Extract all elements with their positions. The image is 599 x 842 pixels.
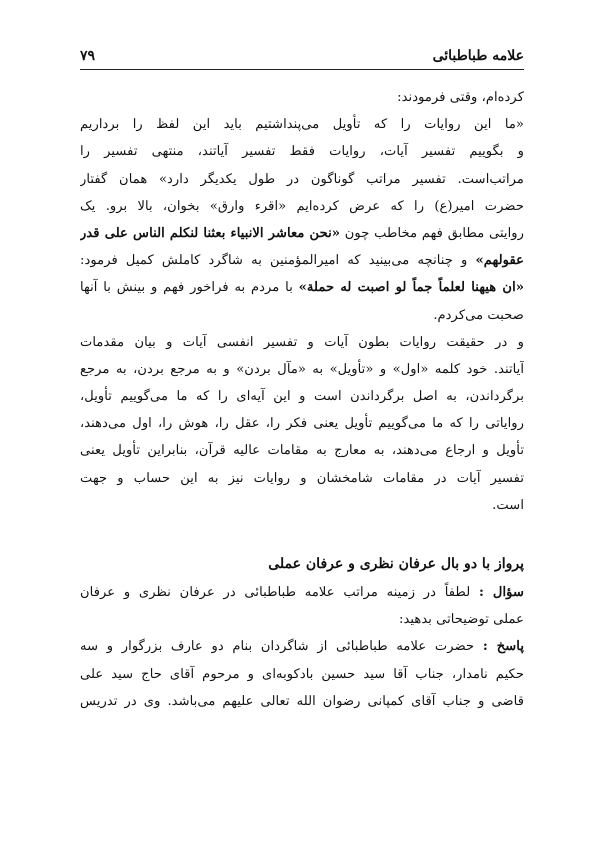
text-line: کرده‌ام، وقتی فرمودند:: [397, 90, 524, 105]
paragraph-1: [80, 84, 524, 329]
section: [80, 549, 524, 715]
text-line: آیاتند. خود کلمه «اول» و «تأویل» به «مآل بردن» و به مرجع بردن، به مرجع: [80, 361, 524, 377]
paragraph-2: [80, 329, 524, 519]
text-line: [80, 274, 524, 301]
bold-quote: «ان هیهنا لعلماً جماً لو اصبت له حملة»: [298, 280, 524, 296]
text-line: برگرداندن، به اصل برگرداندن است و این آیه‌ای را که ما می‌گوییم تأویل،: [80, 389, 524, 405]
page-body: [80, 84, 524, 715]
text-line: صحبت می‌کردم.: [433, 307, 524, 323]
text-line: تفسیر آیات در مقامات شامخشان و روایات نیز به این حساب و جهت: [80, 470, 524, 486]
section-heading: پرواز با دو بال عرفان نظری و عرفان عملی: [268, 556, 524, 572]
text-line: تأویل و ارجاع می‌دهند، به معارج به مقامات عالیه قرآن، بنابراین تأویل یعنی: [80, 443, 524, 459]
text-span: با مردم به فراخور فهم و بینش با آنها: [80, 280, 299, 296]
text-line: و بگوییم تفسیر آیات، روایات فقط تفسیر آیاتند، منتهی تفسیر را: [80, 144, 524, 160]
text-line: حکیم نامدار، جناب آقا سید حسین بادکوبه‌ای و مرحوم آقای حاج سید علی: [80, 666, 524, 682]
text-line: عملی توضیحاتی بدهید:: [399, 612, 524, 628]
page-number: ۷۹: [80, 48, 96, 64]
text-line: مراتب‌است. تفسیر مراتب گوناگون در طول یکدیگر دارد» همان گفتار: [80, 171, 524, 187]
bold-quote: «نحن معاشر الانبیاء بعثنا لنکلم الناس علی قدر: [80, 225, 341, 241]
text-line: [80, 220, 524, 247]
text-line: [80, 247, 524, 274]
text-line: قاضی و جناب آقای کمپانی رضوان الله تعالی علیهم می‌باشد. وی در تدریس: [80, 693, 524, 709]
text-line: است.: [492, 497, 524, 513]
text-line: «ما این روایات را که تأویل می‌پنداشتیم باید این لفظ را برداریم: [80, 117, 524, 133]
text-line: و در حقیقت روایات بطون آیات و تفسیر انفسی آیات و بیان مقدمات: [80, 334, 524, 350]
text-line: [80, 579, 524, 606]
text-line: روایاتی را که ما می‌گوییم تأویل یعنی فکر را، عقل را، هوش را، اول می‌دهند،: [80, 416, 524, 432]
answer-label: پاسخ :: [482, 639, 524, 655]
header-rule: [80, 69, 524, 70]
text-line: حضرت امیر(ع) را که عرض کرده‌ایم «اقرء وارق» بخوان، بالا برو. یک: [80, 198, 524, 214]
text-line: [80, 633, 524, 660]
text-span: روایتی مطابق فهم مخاطب چون: [340, 225, 524, 241]
bold-quote: عقولهم»: [475, 253, 524, 269]
text-span: و چنانچه می‌بینید که امیرالمؤمنین به شاگرد کاملش کمیل فرمود:: [80, 253, 476, 269]
running-header: [80, 46, 524, 70]
text-span: لطفاً در زمینه مراتب علامه طباطبائی در عرفان نظری و عرفان: [80, 585, 479, 600]
section-gap: [80, 519, 524, 549]
text-span: حضرت علامه طباطبائی از شاگردان بنام دو عارف بزرگوار و سه: [80, 639, 483, 655]
header-title: علامه طباطبائی: [432, 48, 524, 64]
question-label: سؤال :: [478, 585, 524, 600]
